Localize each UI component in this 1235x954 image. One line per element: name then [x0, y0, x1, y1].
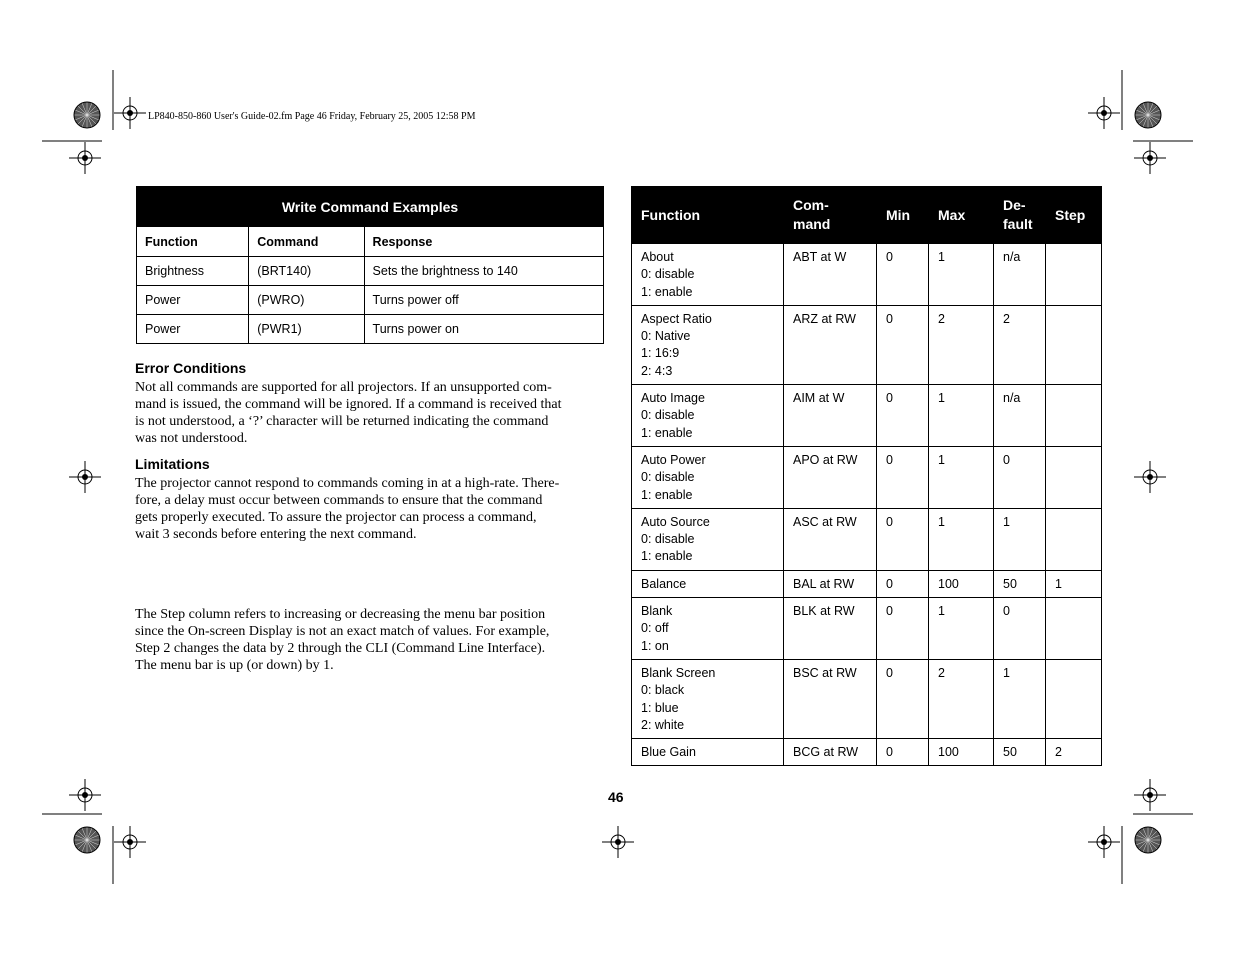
table-row	[632, 385, 1102, 447]
cell-min: 0	[877, 508, 929, 570]
cell-function: Brightness	[137, 257, 249, 286]
cell-max: 1	[929, 508, 994, 570]
cell-max: 1	[929, 244, 994, 306]
cell-command: (BRT140)	[249, 257, 364, 286]
cell-command: ARZ at RW	[784, 305, 877, 384]
cell-command: BAL at RW	[784, 570, 877, 597]
cell-response: Sets the brightness to 140	[364, 257, 603, 286]
cell-command: APO at RW	[784, 446, 877, 508]
cell-function: Aspect Ratio 0: Native 1: 16:9 2: 4:3	[632, 305, 784, 384]
table-row	[632, 446, 1102, 508]
cell-default: 0	[994, 446, 1046, 508]
cell-default: 1	[994, 508, 1046, 570]
cell-step	[1046, 305, 1102, 384]
limitations-heading: Limitations	[135, 456, 210, 472]
cell-command: (PWR1)	[249, 315, 364, 344]
function-command-table	[631, 186, 1102, 766]
table-row	[137, 257, 604, 286]
table-row	[632, 305, 1102, 384]
cell-step	[1046, 244, 1102, 306]
cell-command: BSC at RW	[784, 659, 877, 738]
cell-function: About 0: disable 1: enable	[632, 244, 784, 306]
cell-max: 1	[929, 598, 994, 660]
cell-step	[1046, 508, 1102, 570]
column-header-max: Max	[929, 187, 994, 244]
column-header-function: Function	[137, 227, 249, 257]
error-conditions-paragraph: Not all commands are supported for all projectors. If an unsupported com- mand is issued, the command will be ignored. If a command is received that is not understood, a ‘?’ character will be returned indicating the command was not understood.	[135, 380, 562, 446]
cell-command: AIM at W	[784, 385, 877, 447]
cell-step: 2	[1046, 739, 1102, 766]
cell-default: 2	[994, 305, 1046, 384]
table-row	[632, 508, 1102, 570]
cell-default: 0	[994, 598, 1046, 660]
cell-response: Turns power on	[364, 315, 603, 344]
cell-function: Blank 0: off 1: on	[632, 598, 784, 660]
cell-function: Power	[137, 315, 249, 344]
cell-command: ABT at W	[784, 244, 877, 306]
column-header-default: De- fault	[994, 187, 1046, 244]
cell-step	[1046, 659, 1102, 738]
error-conditions-heading: Error Conditions	[135, 360, 247, 376]
cell-min: 0	[877, 244, 929, 306]
cell-default: 50	[994, 570, 1046, 597]
cell-max: 100	[929, 570, 994, 597]
column-header-min: Min	[877, 187, 929, 244]
cell-default: 1	[994, 659, 1046, 738]
column-header-command: Com- mand	[784, 187, 877, 244]
cell-function: Blue Gain	[632, 739, 784, 766]
cell-min: 0	[877, 598, 929, 660]
cell-min: 0	[877, 659, 929, 738]
table-row	[632, 244, 1102, 306]
cell-max: 1	[929, 446, 994, 508]
cell-function: Blank Screen 0: black 1: blue 2: white	[632, 659, 784, 738]
column-header-function: Function	[632, 187, 784, 244]
cell-max: 2	[929, 659, 994, 738]
cell-min: 0	[877, 305, 929, 384]
cell-max: 2	[929, 305, 994, 384]
column-header-step: Step	[1046, 187, 1102, 244]
cell-response: Turns power off	[364, 286, 603, 315]
write-command-examples-table	[136, 186, 604, 344]
cell-step	[1046, 385, 1102, 447]
cell-step	[1046, 446, 1102, 508]
table-row	[137, 286, 604, 315]
page-number: 46	[608, 789, 624, 805]
cell-function: Balance	[632, 570, 784, 597]
limitations-paragraph: The projector cannot respond to commands coming in at a high-rate. There- fore, a delay must occur between commands to ensure that the command gets properly executed. To assure the projector can process a command, wait 3 seconds before entering the next command.	[135, 476, 560, 542]
cell-command: BCG at RW	[784, 739, 877, 766]
table-row	[632, 598, 1102, 660]
table-row	[137, 315, 604, 344]
cell-function: Auto Image 0: disable 1: enable	[632, 385, 784, 447]
cell-command: (PWRO)	[249, 286, 364, 315]
cell-min: 0	[877, 739, 929, 766]
step-column-note: The Step column refers to increasing or decreasing the menu bar position since the On-screen Display is not an exact match of values. For example, Step 2 changes the data by 2 through the CLI (Command Line Interface). The menu bar is up (or down) by 1.	[135, 607, 550, 673]
table-row	[632, 739, 1102, 766]
cell-step: 1	[1046, 570, 1102, 597]
cell-max: 100	[929, 739, 994, 766]
cell-default: n/a	[994, 385, 1046, 447]
cell-min: 0	[877, 446, 929, 508]
cell-step	[1046, 598, 1102, 660]
table-row	[632, 659, 1102, 738]
column-header-response: Response	[364, 227, 603, 257]
cell-default: n/a	[994, 244, 1046, 306]
write-table-title: Write Command Examples	[137, 187, 604, 227]
cell-function: Auto Power 0: disable 1: enable	[632, 446, 784, 508]
file-info-header: LP840-850-860 User's Guide-02.fm Page 46 Friday, February 25, 2005 12:58 PM	[148, 111, 476, 122]
cell-default: 50	[994, 739, 1046, 766]
cell-min: 0	[877, 385, 929, 447]
cell-command: ASC at RW	[784, 508, 877, 570]
cell-command: BLK at RW	[784, 598, 877, 660]
cell-max: 1	[929, 385, 994, 447]
column-header-command: Command	[249, 227, 364, 257]
cell-min: 0	[877, 570, 929, 597]
cell-function: Power	[137, 286, 249, 315]
table-row	[632, 570, 1102, 597]
cell-function: Auto Source 0: disable 1: enable	[632, 508, 784, 570]
